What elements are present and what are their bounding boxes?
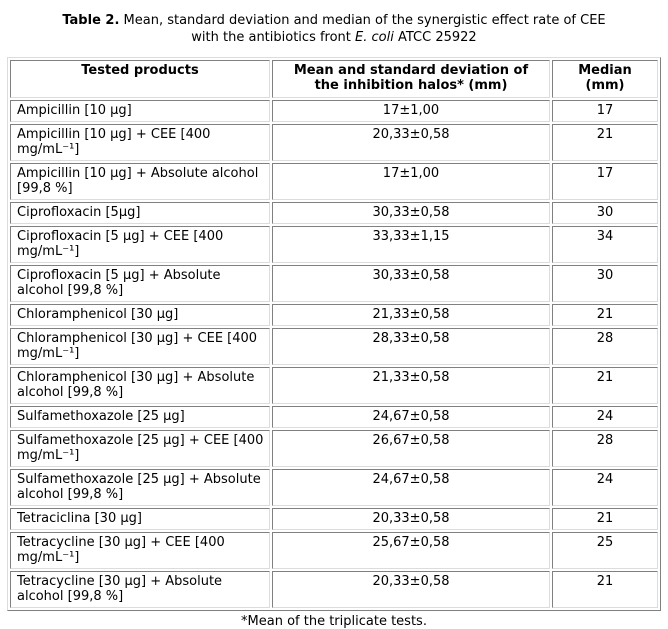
header-mean-sd-line1: Mean and standard deviation of bbox=[293, 63, 529, 78]
table-row bbox=[10, 304, 658, 326]
median-cell: 21 bbox=[552, 508, 658, 530]
mean-cell: 25,67±0,58 bbox=[272, 532, 550, 569]
median-cell: 34 bbox=[552, 226, 658, 263]
table-row bbox=[10, 202, 658, 224]
table-row bbox=[10, 124, 658, 161]
product-cell: Sulfamethoxazole [25 µg] + CEE [400 mg/mL⁻¹] bbox=[10, 430, 270, 467]
median-cell: 25 bbox=[552, 532, 658, 569]
results-table bbox=[7, 57, 661, 611]
product-cell: Ciprofloxacin [5 µg] + Absolute alcohol [99,8 %] bbox=[10, 265, 270, 302]
product-cell: Sulfamethoxazole [25 µg] + Absolute alcohol [99,8 %] bbox=[10, 469, 270, 506]
median-cell: 21 bbox=[552, 571, 658, 608]
mean-cell: 20,33±0,58 bbox=[272, 124, 550, 161]
header-mean-sd bbox=[272, 60, 550, 98]
mean-cell: 30,33±0,58 bbox=[272, 202, 550, 224]
median-cell: 24 bbox=[552, 469, 658, 506]
table-row bbox=[10, 571, 658, 608]
table-footnote: *Mean of the triplicate tests. bbox=[241, 614, 427, 629]
mean-cell: 30,33±0,58 bbox=[272, 265, 550, 302]
caption-label: Table 2. bbox=[62, 13, 120, 28]
product-cell: Tetracycline [30 µg] + Absolute alcohol [99,8 %] bbox=[10, 571, 270, 608]
mean-cell: 21,33±0,58 bbox=[272, 367, 550, 404]
product-cell: Ciprofloxacin [5 µg] + CEE [400 mg/mL⁻¹] bbox=[10, 226, 270, 263]
table-row bbox=[10, 328, 658, 365]
mean-cell: 28,33±0,58 bbox=[272, 328, 550, 365]
header-median bbox=[552, 60, 658, 98]
mean-cell: 20,33±0,58 bbox=[272, 508, 550, 530]
table-row bbox=[10, 100, 658, 122]
product-cell: Chloramphenicol [30 µg] + Absolute alcohol [99,8 %] bbox=[10, 367, 270, 404]
header-median-line1: Median bbox=[578, 63, 632, 78]
product-cell: Chloramphenicol [30 µg] + CEE [400 mg/mL⁻¹] bbox=[10, 328, 270, 365]
table-caption bbox=[14, 12, 654, 46]
mean-cell: 21,33±0,58 bbox=[272, 304, 550, 326]
header-tested-products: Tested products bbox=[10, 60, 270, 98]
table-row bbox=[10, 406, 658, 428]
caption-line-2 bbox=[14, 29, 654, 46]
product-cell: Ampicillin [10 µg] + Absolute alcohol [99,8 %] bbox=[10, 163, 270, 200]
header-median-line2: (mm) bbox=[585, 78, 625, 93]
product-cell: Ampicillin [10 µg] + CEE [400 mg/mL⁻¹] bbox=[10, 124, 270, 161]
caption-text-1: Mean, standard deviation and median of the synergistic effect rate of CEE bbox=[119, 13, 606, 28]
table-row bbox=[10, 226, 658, 263]
median-cell: 24 bbox=[552, 406, 658, 428]
product-cell: Chloramphenicol [30 µg] bbox=[10, 304, 270, 326]
mean-cell: 24,67±0,58 bbox=[272, 469, 550, 506]
page bbox=[0, 12, 668, 629]
table-row bbox=[10, 532, 658, 569]
median-cell: 21 bbox=[552, 124, 658, 161]
table-row bbox=[10, 430, 658, 467]
caption-text-3: ATCC 25922 bbox=[393, 30, 477, 45]
table-row bbox=[10, 163, 658, 200]
median-cell: 21 bbox=[552, 367, 658, 404]
median-cell: 28 bbox=[552, 328, 658, 365]
median-cell: 30 bbox=[552, 202, 658, 224]
product-cell: Ciprofloxacin [5µg] bbox=[10, 202, 270, 224]
table-row bbox=[10, 265, 658, 302]
table-row bbox=[10, 367, 658, 404]
table-row bbox=[10, 508, 658, 530]
mean-cell: 26,67±0,58 bbox=[272, 430, 550, 467]
mean-cell: 20,33±0,58 bbox=[272, 571, 550, 608]
median-cell: 17 bbox=[552, 163, 658, 200]
median-cell: 21 bbox=[552, 304, 658, 326]
mean-cell: 33,33±1,15 bbox=[272, 226, 550, 263]
mean-cell: 17±1,00 bbox=[272, 100, 550, 122]
mean-cell: 24,67±0,58 bbox=[272, 406, 550, 428]
median-cell: 17 bbox=[552, 100, 658, 122]
product-cell: Sulfamethoxazole [25 µg] bbox=[10, 406, 270, 428]
table-row bbox=[10, 469, 658, 506]
product-cell: Ampicillin [10 µg] bbox=[10, 100, 270, 122]
product-cell: Tetracycline [30 µg] + CEE [400 mg/mL⁻¹] bbox=[10, 532, 270, 569]
mean-cell: 17±1,00 bbox=[272, 163, 550, 200]
product-cell: Tetraciclina [30 µg] bbox=[10, 508, 270, 530]
caption-text-2: with the antibiotics front bbox=[191, 30, 356, 45]
median-cell: 28 bbox=[552, 430, 658, 467]
median-cell: 30 bbox=[552, 265, 658, 302]
caption-line-1 bbox=[14, 12, 654, 29]
species-name: E. coli bbox=[355, 30, 394, 45]
header-row bbox=[10, 60, 658, 98]
header-mean-sd-line2: the inhibition halos* (mm) bbox=[314, 78, 508, 93]
